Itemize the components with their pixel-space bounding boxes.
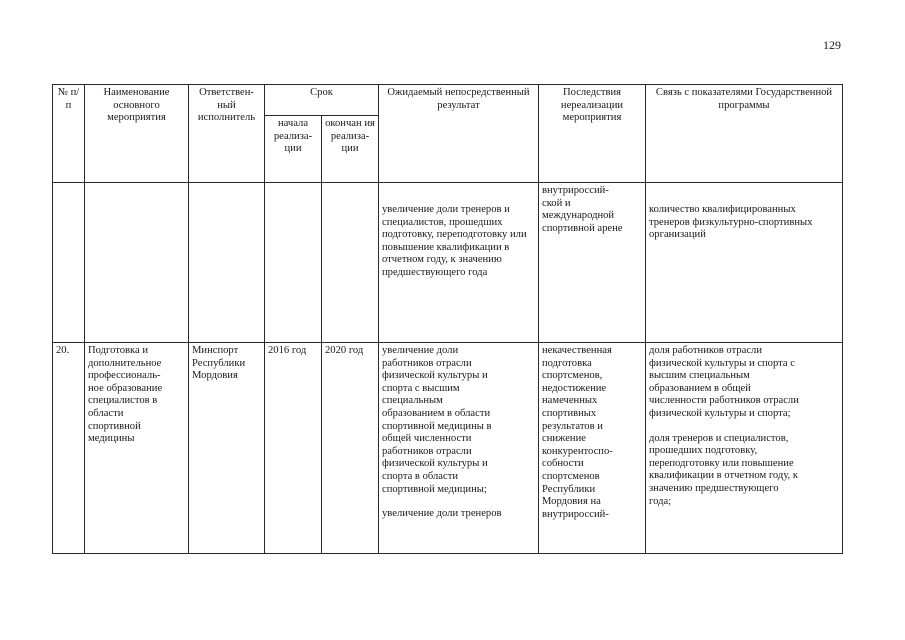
cell-name: Подготовка и дополнительное профессиональ- ное образование специалистов в области спортивной медицины [85, 343, 189, 554]
header-responsible: Ответствен-ный исполнитель [189, 85, 265, 183]
cell-empty [53, 183, 85, 343]
cell-empty [85, 183, 189, 343]
header-link: Связь с показателями Государственной программы [646, 85, 843, 183]
header-name: Наименование основного мероприятия [85, 85, 189, 183]
cell-consequences: некачественная подготовка спортсменов, недостижение намеченных спортивных результатов и снижение конкурентоспо- собности спортсменов Республики Мордовия на внутрироссий- [539, 343, 646, 554]
link-text-2: доля тренеров и специалистов, прошедших подготовку, переподготовку или повышение квалификации в отчетном году, к значению предшествующего года; [649, 432, 798, 507]
cell-expected [379, 343, 539, 554]
cell-empty [189, 183, 265, 343]
cell-consequences: внутрироссий- ской и международной спортивной арене [539, 183, 646, 343]
table-row-20 [53, 343, 843, 554]
program-activities-table [52, 84, 843, 554]
header-start: начала реализа-ции [265, 116, 322, 183]
link-text-1: доля работников отрасли физической культуры и спорта с высшим специальным образованием в общей численности работников отрасли физической культуры и спорта; [649, 345, 799, 419]
header-num: № п/п [53, 85, 85, 183]
header-expected: Ожидаемый непосредственный результат [379, 85, 539, 183]
header-end: окончан ия реализа-ции [322, 116, 379, 183]
cell-end: 2020 год [322, 343, 379, 554]
page-number: 129 [823, 38, 841, 52]
expected-text-1: увеличение доли работников отрасли физической культуры и спорта с высшим специальным образованием в области спортивной медицины в общей численности работников отрасли физической культуры и спорта в области спортивной медицины; [382, 345, 492, 495]
cell-link [646, 343, 843, 554]
table-row-continued [53, 183, 843, 343]
cell-link: количество квалифицированных тренеров физкультурно-спортивных организаций [646, 183, 843, 343]
header-term: Срок [265, 85, 379, 116]
cell-empty [322, 183, 379, 343]
expected-text-2: увеличение доли тренеров [382, 508, 502, 520]
cell-empty [265, 183, 322, 343]
cell-responsible: Минспорт Республики Мордовия [189, 343, 265, 554]
header-row [53, 85, 843, 116]
cell-num: 20. [53, 343, 85, 554]
cell-expected: увеличение доли тренеров и специалистов, прошедших подготовку, переподготовку или повышение квалификации в отчетном году, к значению предшествующего года [379, 183, 539, 343]
cell-start: 2016 год [265, 343, 322, 554]
header-consequences: Последствия нереализации мероприятия [539, 85, 646, 183]
